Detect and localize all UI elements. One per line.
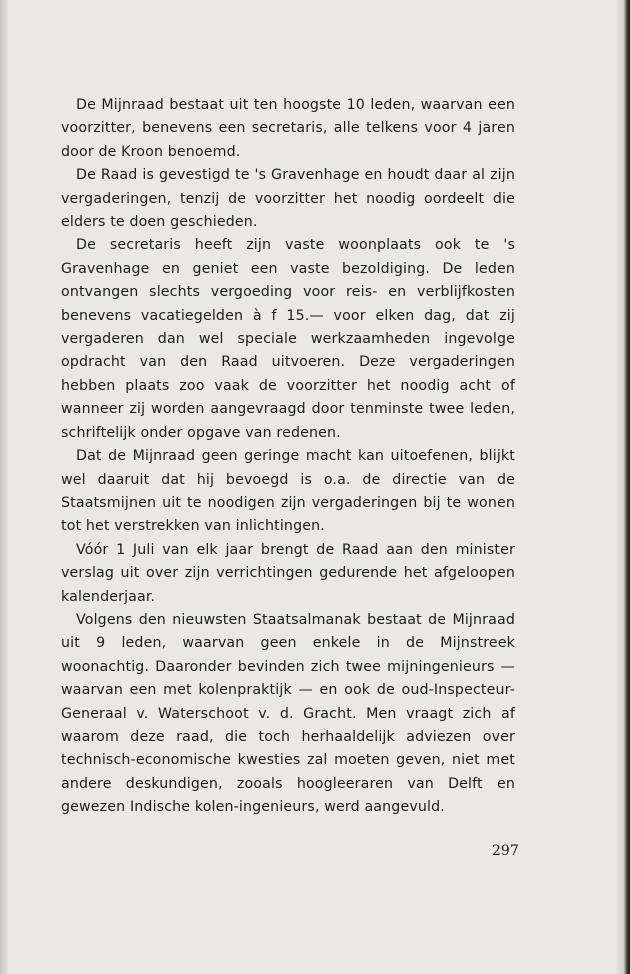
body-text [61,94,515,820]
paragraph: De secretaris heeft zijn vaste woonplaats ook te 's Gravenhage en geniet een vaste bezoldiging. De leden ontvangen slechts vergoeding voor reis- en verblijfkosten benevens vacatiegelden à f 15.— voor elken dag, dat zij vergaderen dan wel speciale werkzaamheden ingevolge opdracht van den Raad uitvoeren. Deze vergaderingen hebben plaats zoo vaak de voorzitter het noodig acht of wanneer zij worden aangevraagd door tenminste twee leden, schriftelijk onder opgave van redenen. [61,237,515,441]
paragraph: Volgens den nieuwsten Staatsalmanak bestaat de Mijnraad uit 9 leden, waarvan geen enkele in de Mijnstreek woonachtig. Daaronder bevinden zich twee mijningenieurs — waarvan een met kolenpraktijk — en ook de oud-Inspecteur-Generaal v. Waterschoot v. d. Gracht. Men vraagt zich af waarom deze raad, die toch herhaaldelijk adviezen over technisch-economische kwesties zal moeten geven, niet met andere deskundigen, zooals hoogleeraren van Delft en gewezen Indische kolen-ingenieurs, werd aangevuld. [61,611,515,816]
paragraph: Vóór 1 Juli van elk jaar brengt de Raad aan den minister verslag uit over zijn verrichtingen gedurende het afgeloopen kalenderjaar. [61,541,515,605]
book-spine [0,0,8,974]
paragraph: De Mijnraad bestaat uit ten hoogste 10 leden, waarvan een voorzitter, benevens een secretaris, alle telkens voor 4 jaren door de Kroon benoemd. [61,97,515,160]
page-edge-shadow [616,0,630,974]
paragraph: Dat de Mijnraad geen geringe macht kan uitoefenen, blijkt wel daaruit dat hij bevoegd is o.a. de directie van de Staatsmijnen uit te noodigen zijn vergaderingen bij te wonen tot het verstrekken van inlichtingen. [61,448,515,535]
page-number: 297 [492,843,519,859]
paragraph: De Raad is gevestigd te 's Gravenhage en houdt daar al zijn vergaderingen, tenzij de voorzitter het noodig oordeelt die elders te doen geschieden. [61,167,515,231]
